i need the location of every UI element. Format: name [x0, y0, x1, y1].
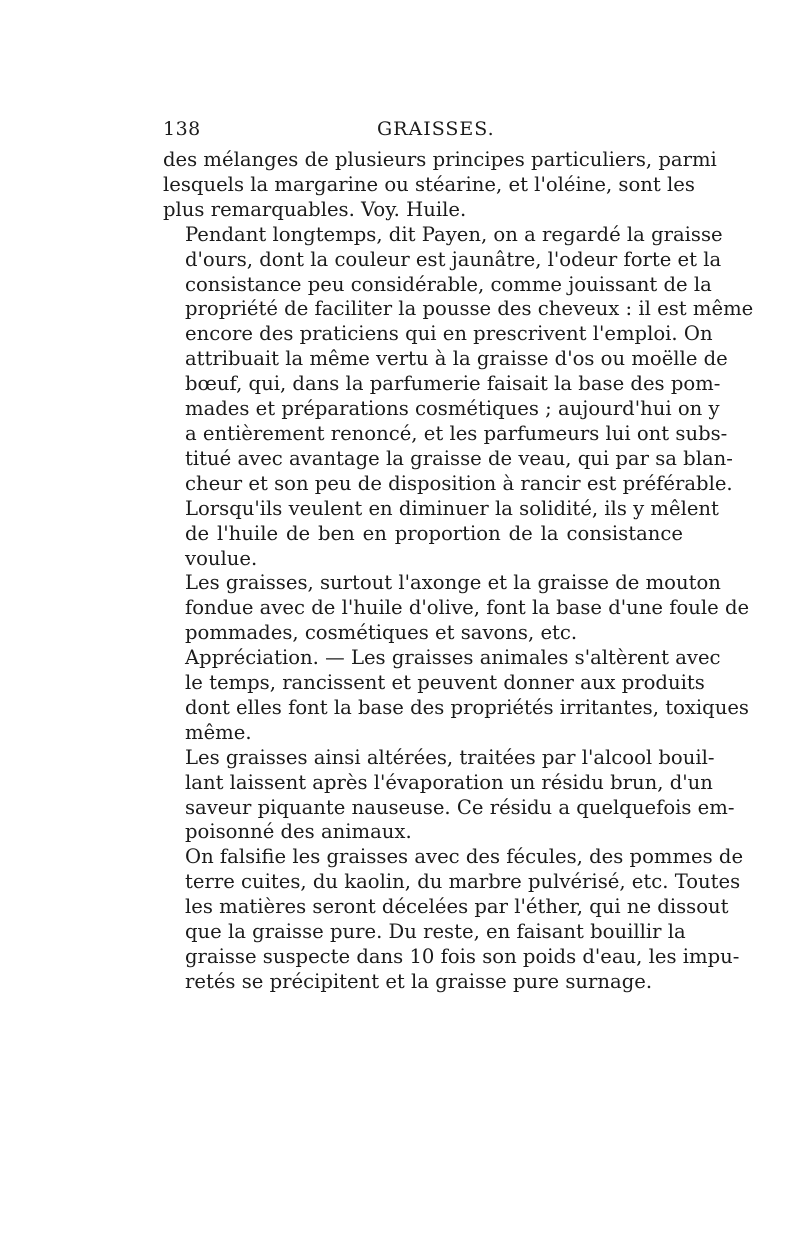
paragraph	[163, 148, 717, 223]
text-line: Appréciation. — Les graisses animales s'altèrent avec	[185, 646, 721, 670]
text-line: retés se précipitent et la graisse pure surnage.	[185, 969, 653, 993]
text-line: a entièrement renoncé, et les parfumeurs lui ont subs-	[185, 421, 728, 445]
text-line: d'ours, dont la couleur est jaunâtre, l'odeur forte et la	[185, 247, 722, 271]
text-line: fondue avec de l'huile d'olive, font la base d'une foule de	[185, 596, 750, 620]
running-title: GRAISSES.	[377, 118, 495, 140]
text-line: de l'huile de ben en proportion de la consistance	[185, 521, 683, 545]
text-line: attribuait la même vertu à la graisse d'os ou moëlle de	[185, 347, 728, 371]
text-line: lant laissent après l'évaporation un résidu brun, d'un	[185, 770, 713, 794]
text-line: des mélanges de plusieurs principes particuliers, parmi	[163, 148, 717, 171]
text-line: dont elles font la base des propriétés irritantes, toxiques	[185, 695, 749, 719]
paragraph	[163, 745, 735, 846]
text-line: que la graisse pure. Du reste, en faisant bouillir la	[185, 920, 686, 944]
paragraph	[163, 222, 754, 572]
text-line: mades et préparations cosmétiques ; aujourd'hui on y	[185, 397, 720, 421]
text-line: titué avec avantage la graisse de veau, qui par sa blan-	[185, 446, 733, 470]
text-line: On falsifie les graisses avec des fécules, des pommes de	[185, 845, 744, 869]
paragraph	[163, 845, 744, 994]
page-number: 138	[163, 118, 201, 140]
book-page	[163, 118, 754, 995]
text-line: graisse suspecte dans 10 fois son poids d'eau, les impu-	[185, 945, 740, 968]
paragraph	[163, 571, 750, 646]
text-line: Lorsqu'ils veulent en diminuer la solidité, ils y mêlent	[185, 496, 719, 520]
text-line: propriété de faciliter la pousse des cheveux : il est même	[185, 297, 754, 321]
text-line: voulue.	[185, 546, 258, 570]
text-line: les matières seront décelées par l'éther, qui ne dissout	[185, 895, 729, 919]
text-line: plus remarquables. Voy. Huile.	[163, 197, 467, 221]
text-line: pommades, cosmétiques et savons, etc.	[185, 621, 578, 645]
page-header	[163, 118, 683, 148]
text-line: consistance peu considérable, comme jouissant de la	[185, 272, 712, 296]
text-line: encore des praticiens qui en prescrivent l'emploi. On	[185, 322, 713, 346]
text-line: cheur et son peu de disposition à rancir est préférable.	[185, 471, 733, 495]
text-line: Les graisses ainsi altérées, traitées par l'alcool bouil-	[185, 745, 715, 769]
text-line: même.	[185, 720, 252, 744]
text-line: Pendant longtemps, dit Payen, on a regardé la graisse	[185, 222, 723, 246]
text-line: lesquels la margarine ou stéarine, et l'oléine, sont les	[163, 172, 695, 196]
text-line: saveur piquante nauseuse. Ce résidu a quelquefois em-	[185, 795, 735, 819]
text-line: terre cuites, du kaolin, du marbre pulvérisé, etc. Toutes	[185, 870, 741, 894]
body-text	[163, 148, 754, 995]
text-line: poisonné des animaux.	[185, 820, 412, 844]
text-line: bœuf, qui, dans la parfumerie faisait la base des pom-	[185, 372, 721, 396]
text-line: le temps, rancissent et peuvent donner aux produits	[185, 671, 705, 695]
text-line: Les graisses, surtout l'axonge et la graisse de mouton	[185, 571, 721, 595]
paragraph	[163, 646, 749, 746]
